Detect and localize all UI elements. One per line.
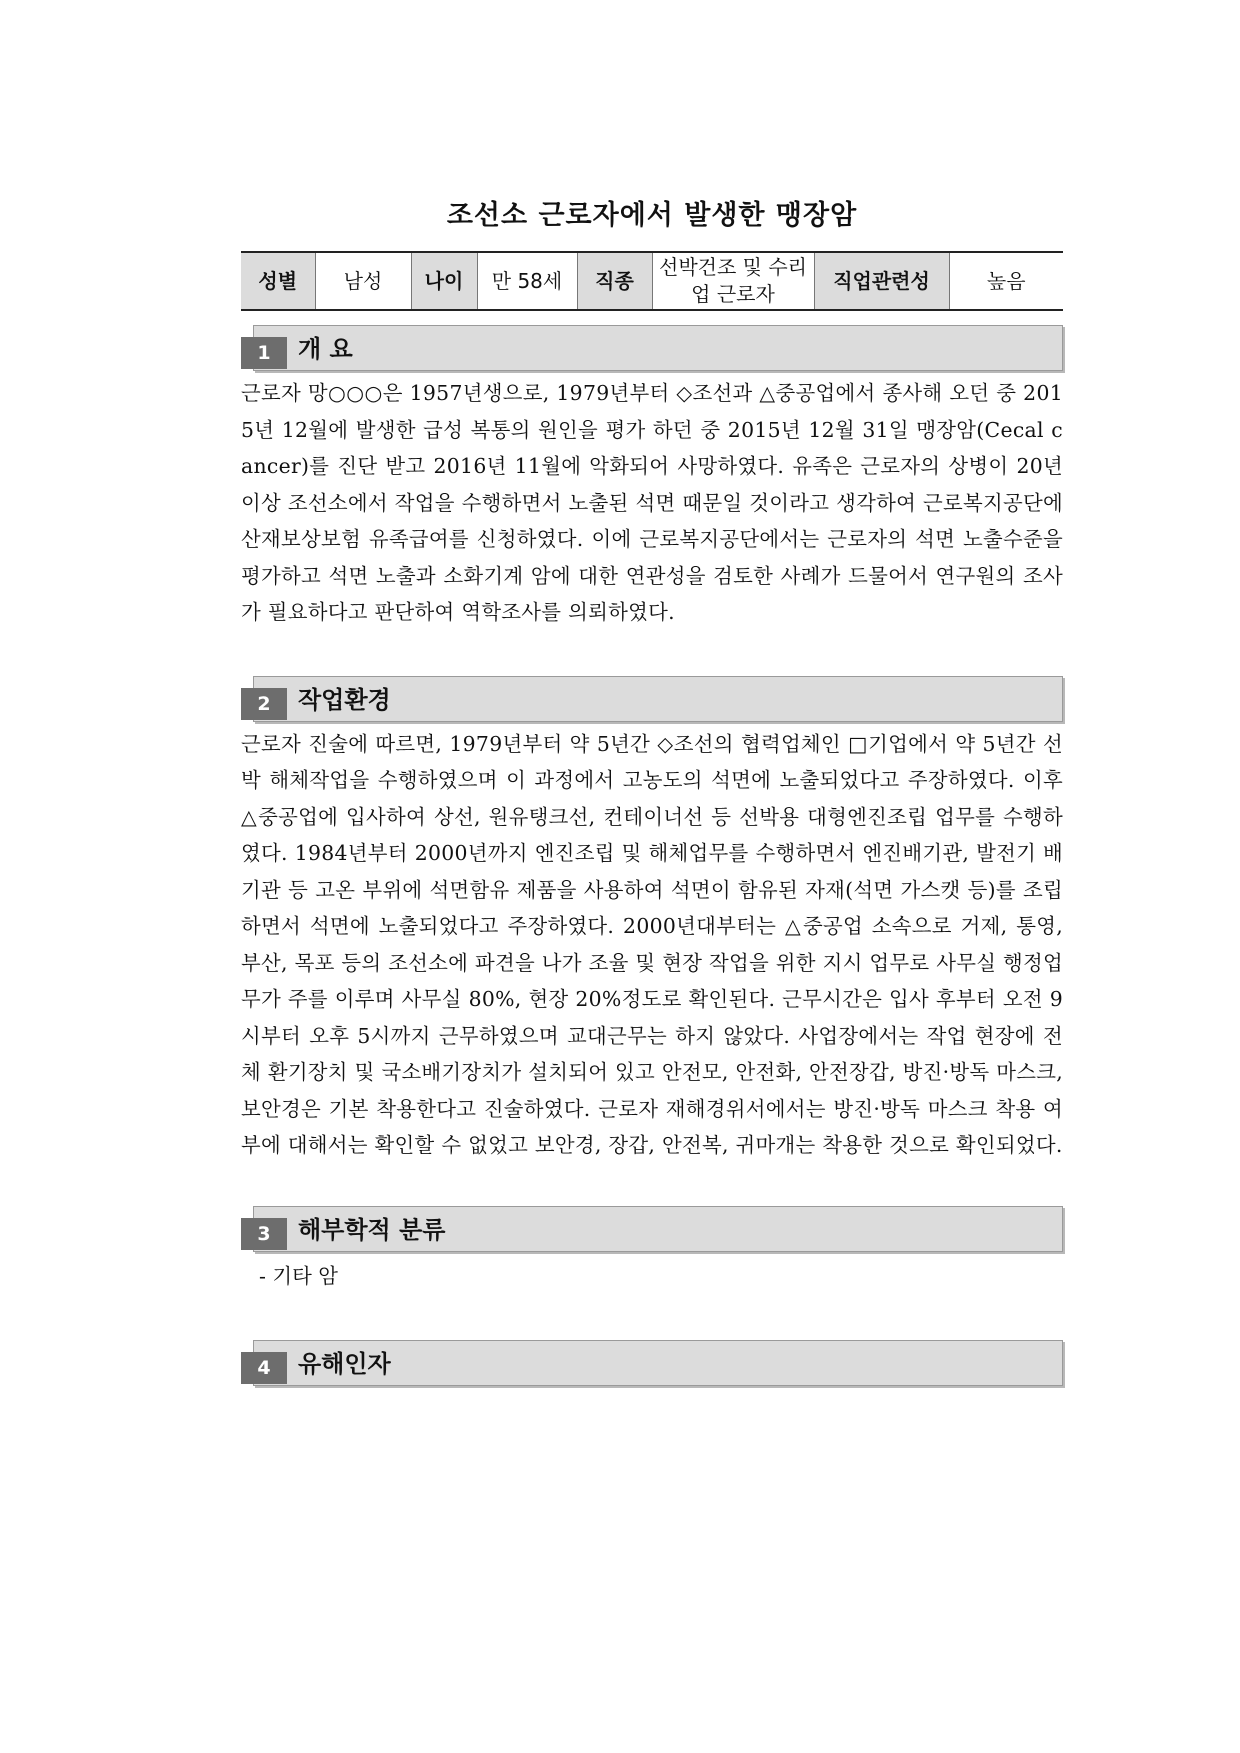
age-label: 나이 (411, 252, 477, 310)
section-work-environment (241, 676, 1063, 1164)
info-row (241, 252, 1063, 310)
section-number: 2 (241, 688, 287, 720)
section-body: 근로자 진술에 따르면, 1979년부터 약 5년간 ◇조선의 협력업체인 □기업에서 약 5년간 선박 해체작업을 수행하였으며 이 과정에서 고농도의 석면에 노출되었다고 주장하였다. 이후 △중공업에 입사하여 상선, 원유탱크선, 컨테이너선 등 선박용 대형엔진조립 업무를 수행하였다. 1984년부터 2000년까지 엔진조립 및 해체업무를 수행하면서 엔진배기관, 발전기 배기관 등 고온 부위에 석면함유 제품을 사용하여 석면이 함유된 자재(석면 가스캣 등)를 조립하면서 석면에 노출되었다고 주장하였다. 2000년대부터는 △중공업 소속으로 거제, 통영, 부산, 목포 등의 조선소에 파견을 나가 조율 및 현장 작업을 위한 지시 업무로 사무실 행정업무가 주를 이루며 사무실 80%, 현장 20%정도로 확인된다. 근무시간은 입사 후부터 오전 9시부터 오후 5시까지 근무하였으며 교대근무는 하지 않았다. 사업장에서는 작업 현장에 전체 환기장치 및 국소배기장치가 설치되어 있고 안전모, 안전화, 안전장갑, 방진·방독 마스크, 보안경은 기본 착용한다고 진술하였다. 근로자 재해경위서에서는 방진·방독 마스크 착용 여부에 대해서는 확인할 수 없었고 보안경, 장갑, 안전복, 귀마개는 착용한 것으로 확인되었다. (241, 731, 1063, 1157)
document-page (241, 196, 1063, 1388)
sex-value: 남성 (315, 252, 411, 310)
patient-info-table (241, 251, 1063, 311)
section-title: 작업환경 (298, 685, 391, 714)
document-title: 조선소 근로자에서 발생한 맹장암 (446, 200, 858, 231)
relevance-value: 높음 (949, 252, 1063, 310)
section-title: 해부학적 분류 (298, 1215, 446, 1244)
section-number: 4 (241, 1352, 287, 1384)
section-header (241, 1206, 1063, 1254)
job-label: 직종 (577, 252, 652, 310)
section-title: 유해인자 (298, 1350, 391, 1378)
section-hazardous-factors (241, 1340, 1063, 1388)
section-header (241, 1340, 1063, 1388)
section-number: 1 (241, 337, 287, 369)
section-number: 3 (241, 1218, 287, 1250)
section-header (241, 676, 1063, 724)
section-overview (241, 325, 1063, 631)
relevance-label: 직업관련성 (814, 252, 949, 310)
section-title: 개 요 (298, 335, 353, 363)
section-body: 근로자 망○○○은 1957년생으로, 1979년부터 ◇조선과 △중공업에서 종사해 오던 중 2015년 12월에 발생한 급성 복통의 원인을 평가 하던 중 2015년 12월 31일 맹장암(Cecal cancer)를 진단 받고 2016년 11월에 악화되어 사망하였다. 유족은 근로자의 상병이 20년 이상 조선소에서 작업을 수행하면서 노출된 석면 때문일 것이라고 생각하여 근로복지공단에 산재보상보험 유족급여를 신청하였다. 이에 근로복지공단에서는 근로자의 석면 노출수준을 평가하고 석면 노출과 소화기계 암에 대한 연관성을 검토한 사례가 드물어서 연구원의 조사가 필요하다고 판단하여 역학조사를 의뢰하였다. (241, 381, 1063, 624)
section-header (241, 325, 1063, 373)
section-anatomical-classification (241, 1206, 1063, 1295)
section-list-item: - 기타 암 (259, 1263, 338, 1288)
age-value: 만 58세 (477, 252, 577, 310)
job-value: 선박건조 및 수리업 근로자 (652, 252, 814, 310)
sex-label: 성별 (241, 252, 315, 310)
section-header-bar (253, 325, 1063, 371)
